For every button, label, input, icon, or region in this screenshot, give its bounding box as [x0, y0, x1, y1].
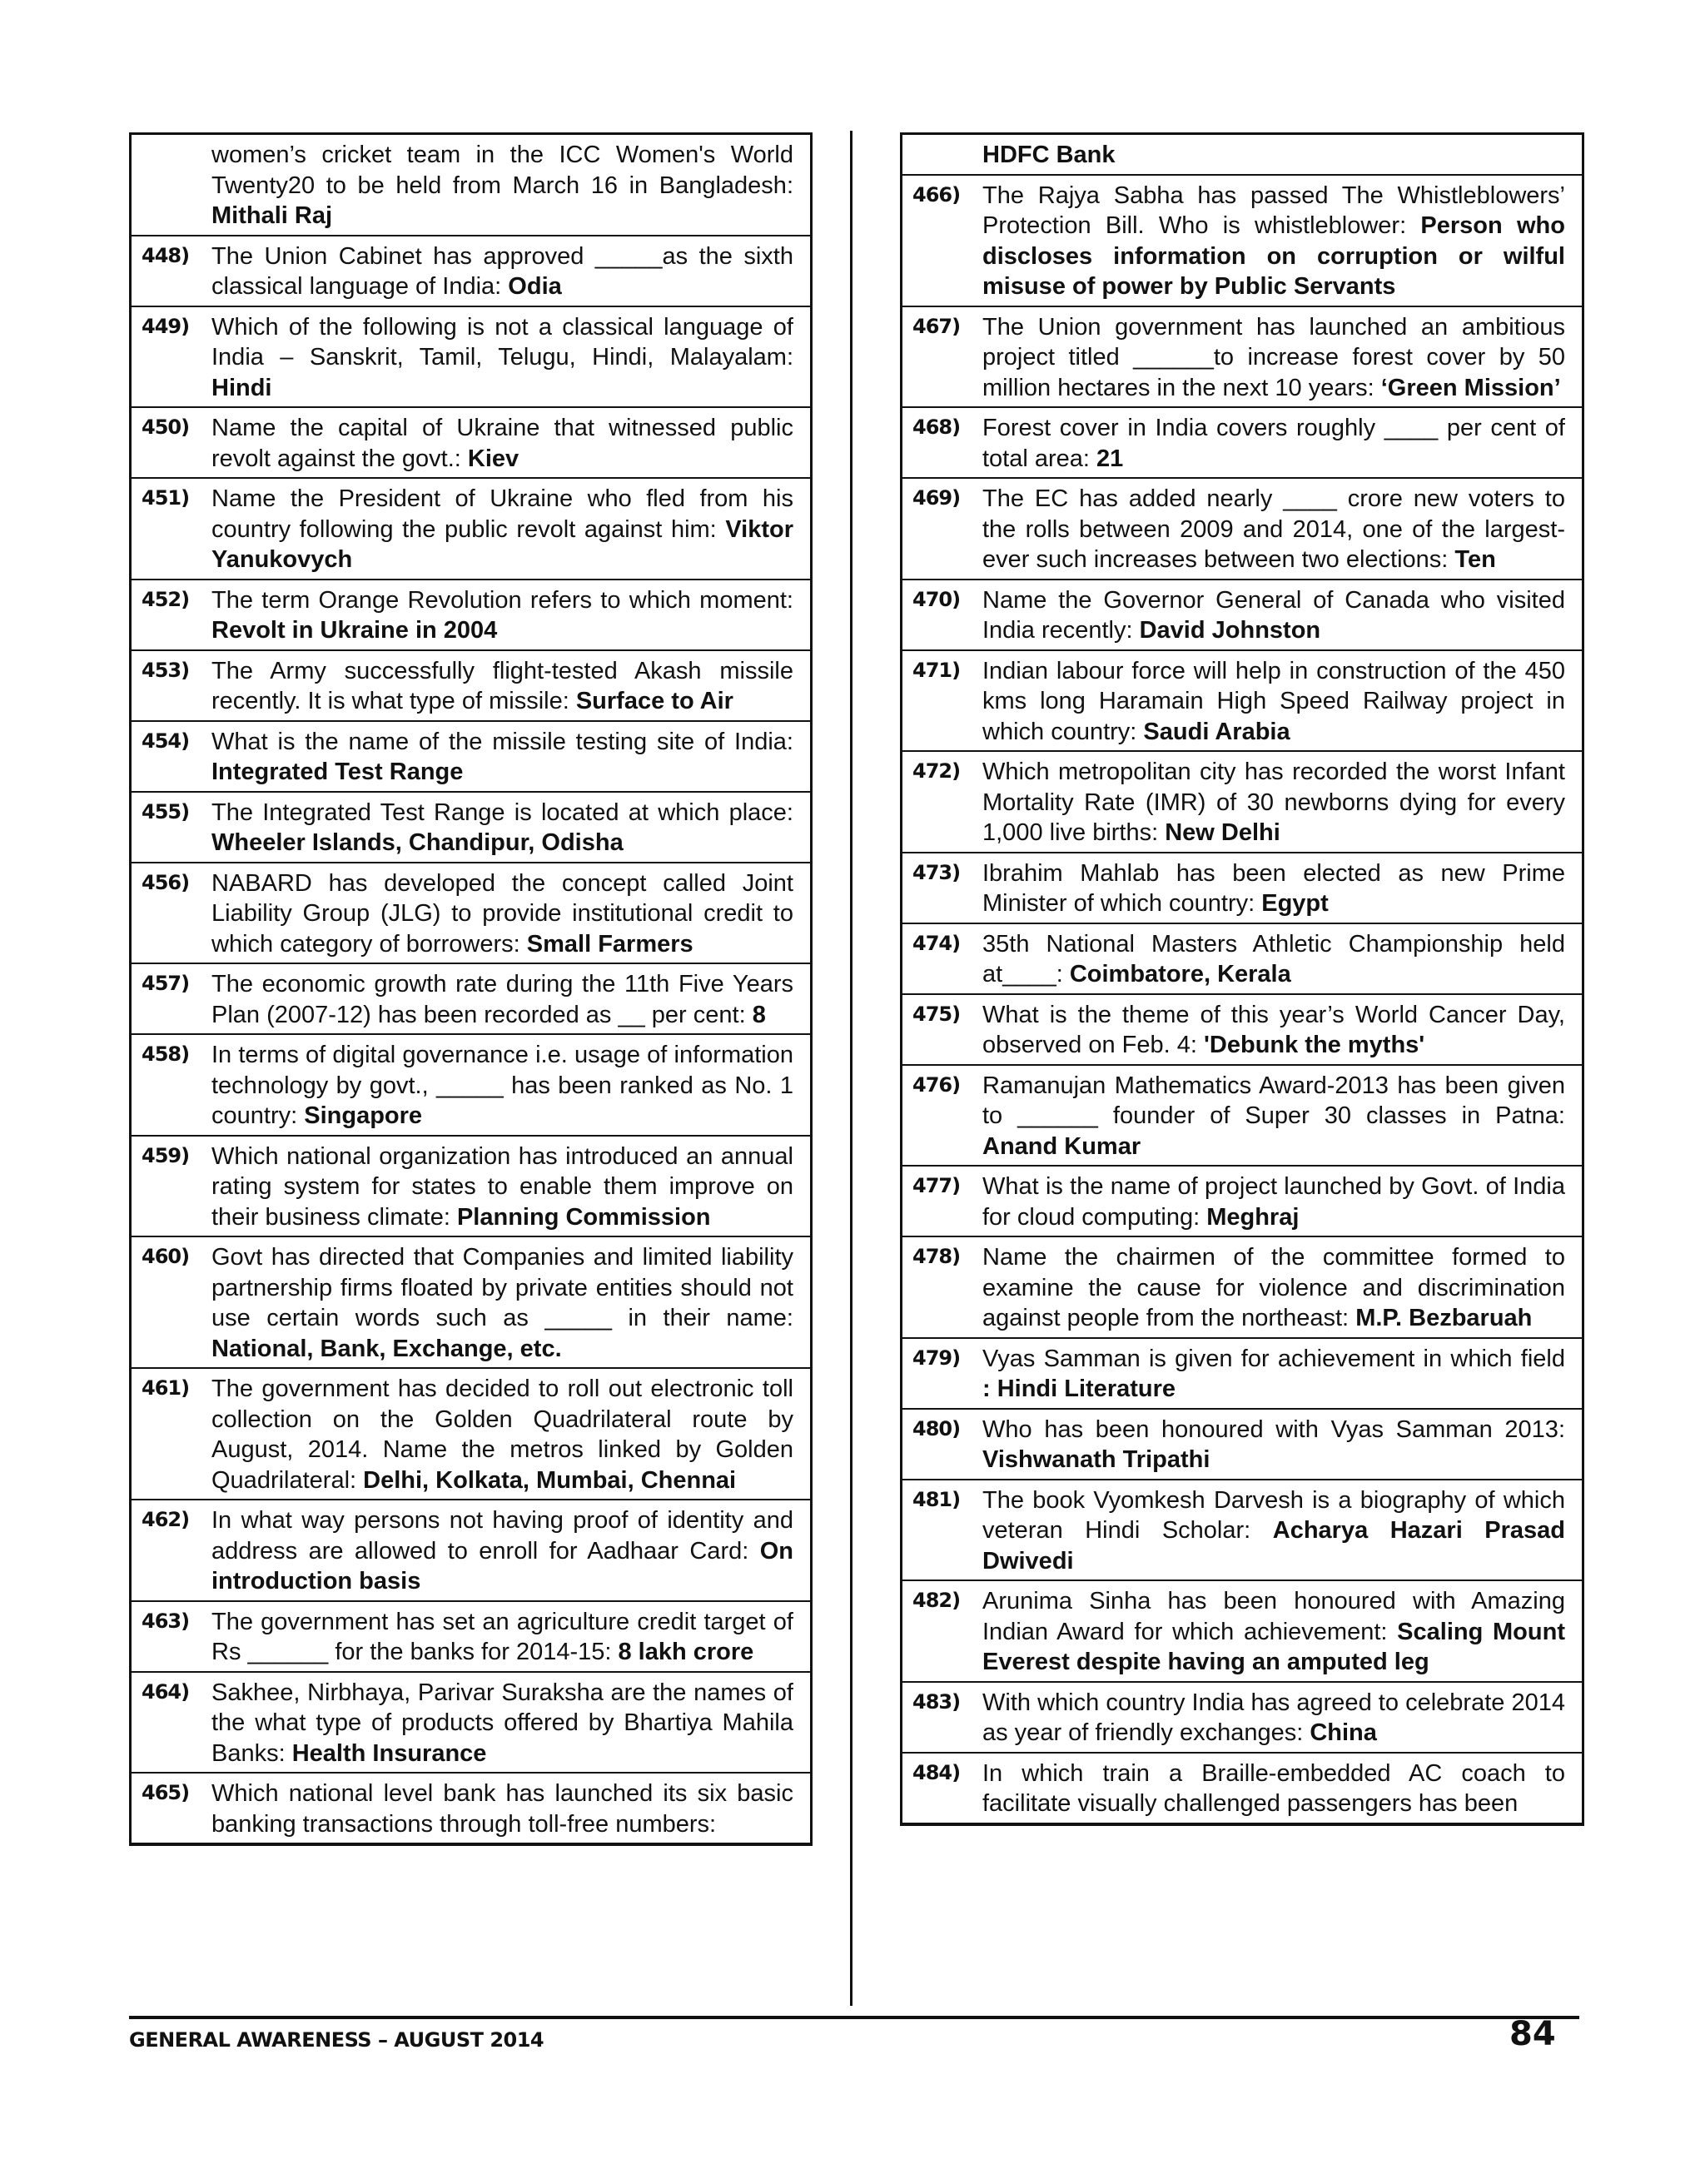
answer: Anand Kumar: [982, 1132, 1141, 1160]
answer: M.P. Bezbaruah: [1355, 1305, 1533, 1331]
question-number: 455): [142, 799, 190, 823]
question-text: [982, 1688, 1565, 1749]
question-text: [211, 1505, 793, 1597]
question: The economic growth rate during the 11th Five Years Plan (2007-12) has been recorded as __ per cent:: [211, 971, 793, 1028]
answer: Integrated Test Range: [211, 759, 464, 785]
question-row: [132, 1671, 810, 1773]
answer: Person who discloses information on corruption or wilful misuse of power by Public Servants: [982, 212, 1565, 300]
question: The government has decided to roll out electronic toll collection on the Golden Quadrilateral route by August, 2014. Name the metros linked by Golden Quadrilateral:: [211, 1376, 793, 1494]
question-row: [902, 750, 1582, 852]
question-row: [132, 1600, 810, 1671]
question-row: [132, 1367, 810, 1499]
question-number: 458): [142, 1042, 190, 1066]
question: In which train a Braille-embedded AC coach to facilitate visually challenged passengers has been: [982, 1759, 1565, 1817]
answer: China: [1310, 1719, 1377, 1746]
answer: Mithali Raj: [211, 202, 333, 229]
question-text: [211, 969, 793, 1030]
question-text: [211, 1607, 793, 1668]
question: 35th National Masters Athletic Championship held at____:: [982, 930, 1565, 988]
question-text: [982, 1485, 1565, 1577]
question-text: [982, 1415, 1565, 1475]
footer-rule: [129, 2016, 1579, 2019]
question: women’s cricket team in the ICC Women's World Twenty20 to be held from March 16 in Bangladesh:: [211, 142, 793, 199]
question-number: 473): [912, 860, 961, 884]
question-row: [902, 477, 1582, 579]
answer: Revolt in Ukraine in 2004: [211, 617, 498, 644]
question: The Integrated Test Range is located at which place:: [211, 798, 793, 826]
question-text: [982, 585, 1565, 646]
question-number: 463): [142, 1609, 190, 1633]
answer: 21: [1096, 445, 1124, 472]
answer: Surface to Air: [575, 688, 733, 714]
answer: Acharya Hazari Prasad Dwivedi: [982, 1517, 1565, 1575]
question-text: [211, 1374, 793, 1495]
question: Ibrahim Mahlab has been elected as new Prime Minister of which country:: [982, 859, 1565, 917]
question: Sakhee, Nirbhaya, Parivar Suraksha are the names of the what type of products offered by Bhartiya Mahila Banks:: [211, 1679, 793, 1767]
question: Arunima Sinha has been honoured with Amazing Indian Award for which achievement:: [982, 1588, 1565, 1645]
answer: Planning Commission: [456, 1203, 711, 1231]
question-number: 478): [912, 1245, 961, 1268]
question-number: 480): [912, 1416, 961, 1440]
question: In what way persons not having proof of identity and address are allowed to enroll for Aadhaar Card:: [211, 1507, 793, 1565]
answer: On introduction basis: [211, 1537, 793, 1594]
question-number: 452): [142, 587, 190, 611]
question-text: [982, 929, 1565, 990]
answer: Wheeler Islands, Chandipur, Odisha: [211, 829, 624, 856]
page-number: 84: [1509, 2015, 1556, 2053]
question-row: [902, 1337, 1582, 1408]
question-text: [982, 413, 1565, 474]
question-row: [902, 306, 1582, 407]
question-number: 476): [912, 1072, 961, 1097]
question-row: [902, 1580, 1582, 1681]
right-question-column: [900, 132, 1584, 1826]
question-row: [902, 406, 1582, 477]
question-row: [132, 406, 810, 477]
answer: ‘Green Mission’: [1380, 374, 1561, 401]
question-row: [132, 1772, 810, 1843]
question-text: [211, 1779, 793, 1839]
question-number: 479): [912, 1346, 961, 1370]
question-text: [211, 1142, 793, 1233]
question-number: 482): [912, 1589, 961, 1612]
answer: Singapore: [304, 1102, 423, 1129]
question-row: [132, 720, 810, 791]
question: The Rajya Sabha has passed The Whistleblowers’ Protection Bill. Who is whistleblower:: [982, 182, 1565, 239]
question-row: [132, 1033, 810, 1135]
question-text: [982, 757, 1565, 848]
question: The EC has added nearly ____ crore new voters to the rolls between 2009 and 2014, one of the largest-ever such increases between two elections:: [982, 485, 1565, 573]
question: Name the Governor General of Canada who visited India recently:: [982, 586, 1565, 644]
question-text: [211, 1242, 793, 1364]
question-text: [982, 1586, 1565, 1678]
question: Which metropolitan city has recorded the worst Infant Mortality Rate (IMR) of 30 newborns dying for every 1,000 live births:: [982, 759, 1565, 846]
question-text: [982, 858, 1565, 919]
question-row: [902, 993, 1582, 1064]
question: The Union Cabinet has approved _____as the sixth classical language of India:: [211, 242, 793, 300]
question-number: 466): [912, 182, 961, 206]
question-number: 449): [142, 314, 190, 338]
question-text: [982, 484, 1565, 575]
answer: David Johnston: [1139, 617, 1321, 644]
answer: Hindi: [211, 374, 272, 401]
question-number: 467): [912, 314, 961, 338]
question-row: [132, 135, 810, 235]
question-number: 448): [142, 243, 190, 267]
question-number: 459): [142, 1143, 190, 1167]
question-row: [902, 852, 1582, 923]
question: The term Orange Revolution refers to which moment:: [211, 586, 793, 614]
question-number: 469): [912, 486, 961, 510]
question-text: [211, 798, 793, 858]
answer: Egypt: [1261, 890, 1329, 917]
question-text: [211, 484, 793, 575]
question-row: [902, 135, 1582, 174]
question: Vyas Samman is given for achievement in which field: [982, 1345, 1565, 1372]
answer: National, Bank, Exchange, etc.: [211, 1335, 562, 1362]
question: Name the President of Ukraine who fled from his country following the public revolt against him:: [211, 485, 793, 543]
question: With which country India has agreed to celebrate 2014 as year of friendly exchanges:: [982, 1689, 1565, 1746]
question-row: [132, 235, 810, 306]
question: Govt has directed that Companies and limited liability partnership firms floated by private entities should not use certain words such as _____ in their name:: [211, 1244, 793, 1331]
answer: Vishwanath Tripathi: [982, 1446, 1210, 1473]
question-number: 453): [142, 658, 190, 682]
question-number: 470): [912, 587, 961, 611]
answer: 'Debunk the myths': [1204, 1032, 1425, 1058]
question: The Union government has launched an ambitious project titled ______to increase forest cover by 50 million hectares in the next 10 years:: [982, 313, 1565, 401]
question: Ramanujan Mathematics Award-2013 has been given to ______ founder of Super 30 classes in Patna:: [982, 1072, 1565, 1129]
answer: 8: [752, 1001, 766, 1028]
question-text: [211, 140, 793, 231]
left-question-column: [129, 132, 813, 1846]
answer: Coimbatore, Kerala: [1069, 961, 1291, 988]
question-number: [132, 140, 211, 231]
question-row: [132, 1236, 810, 1367]
question-row: [902, 923, 1582, 993]
question-text: [982, 1071, 1565, 1162]
question: Forest cover in India covers roughly ____ per cent of total area:: [982, 415, 1565, 472]
question-text: [982, 1000, 1565, 1061]
question-row: [132, 306, 810, 407]
question-text: [211, 656, 793, 717]
question-row: [902, 174, 1582, 306]
answer: Odia: [508, 273, 562, 300]
question-text: [982, 140, 1565, 171]
answer: New Delhi: [1165, 819, 1280, 846]
question-text: [211, 241, 793, 302]
question: Indian labour force will help in construction of the 450 kms long Haramain High Speed Railway project in which country:: [982, 657, 1565, 745]
question-text: [982, 1172, 1565, 1232]
question-number: 464): [142, 1679, 190, 1704]
answer: Kiev: [467, 445, 519, 472]
answer: Health Insurance: [291, 1739, 487, 1767]
question-number: 460): [142, 1245, 190, 1268]
question-text: [982, 312, 1565, 404]
question: What is the theme of this year’s World Cancer Day, observed on Feb. 4:: [982, 1001, 1565, 1058]
question-text: [982, 1344, 1565, 1405]
question-row: [902, 1236, 1582, 1337]
answer: 8 lakh crore: [618, 1639, 754, 1665]
question-number: 468): [912, 415, 961, 439]
answer: Small Farmers: [526, 930, 693, 958]
question-row: [902, 1165, 1582, 1236]
answer: Scaling Mount Everest despite having an amputed leg: [982, 1618, 1565, 1675]
column-divider: [850, 131, 852, 2006]
question: Which national level bank has launched its six basic banking transactions through toll-free numbers:: [211, 1780, 793, 1838]
question: Name the chairmen of the committee formed to examine the cause for violence and discrimination against people from the northeast:: [982, 1244, 1565, 1331]
question-number: 456): [142, 870, 190, 894]
question: NABARD has developed the concept called Joint Liability Group (JLG) to provide institutional credit to which category of borrowers:: [211, 869, 793, 958]
question-text: [211, 585, 793, 646]
answer: Saudi Arabia: [1143, 718, 1290, 745]
question: The government has set an agriculture credit target of Rs ______ for the banks for 2014-15:: [211, 1608, 793, 1665]
question: The book Vyomkesh Darvesh is a biography of which veteran Hindi Scholar:: [982, 1486, 1565, 1544]
question-number: 451): [142, 486, 190, 510]
answer: Ten: [1454, 546, 1496, 573]
footer-title: GENERAL AWARENESS – AUGUST 2014: [129, 2028, 544, 2052]
question: What is the name of the missile testing site of India:: [211, 728, 793, 755]
question-number: 477): [912, 1174, 961, 1197]
question-number: 484): [912, 1760, 961, 1784]
question-row: [132, 649, 810, 720]
question-row: [132, 862, 810, 963]
question-row: [902, 1681, 1582, 1752]
question-row: [902, 1064, 1582, 1166]
question-row: [132, 1499, 810, 1600]
question-row: [902, 579, 1582, 649]
question-text: [982, 1242, 1565, 1334]
answer: Delhi, Kolkata, Mumbai, Chennai: [363, 1466, 737, 1494]
question-text: [211, 868, 793, 960]
question-number: 462): [142, 1508, 190, 1531]
question-text: [982, 181, 1565, 302]
question-text: [211, 1040, 793, 1132]
question-number: 461): [142, 1376, 190, 1400]
question-number: 475): [912, 1002, 961, 1026]
question-text: [211, 1678, 793, 1769]
question-text: [211, 413, 793, 474]
question-number: 450): [142, 415, 190, 439]
question-text: [211, 727, 793, 788]
question: Name the capital of Ukraine that witnessed public revolt against the govt.:: [211, 415, 793, 472]
answer: : Hindi Literature: [982, 1376, 1176, 1402]
question: What is the name of project launched by Govt. of India for cloud computing:: [982, 1173, 1565, 1231]
question-row: [132, 579, 810, 649]
answer: HDFC Bank: [982, 142, 1116, 168]
question-number: 472): [912, 759, 961, 783]
question-row: [902, 1479, 1582, 1580]
question: Which national organization has introduced an annual rating system for states to enable them improve on their business climate:: [211, 1142, 793, 1231]
question-row: [902, 649, 1582, 751]
question-text: [982, 1759, 1565, 1819]
answer: Viktor Yanukovych: [211, 515, 793, 573]
question-number: 483): [912, 1689, 961, 1714]
question-number: 474): [912, 931, 961, 955]
question-row: [902, 1752, 1582, 1823]
question: Which of the following is not a classical language of India – Sanskrit, Tamil, Telugu, Hindi, Malayalam:: [211, 313, 793, 371]
question-row: [132, 477, 810, 579]
question-number: 481): [912, 1487, 961, 1511]
question-number: [902, 140, 982, 171]
question-number: 465): [142, 1781, 190, 1804]
question-number: 454): [142, 729, 190, 753]
question-number: 471): [912, 658, 961, 682]
question-row: [132, 1135, 810, 1236]
question-row: [132, 791, 810, 862]
question-text: [211, 312, 793, 404]
question: In terms of digital governance i.e. usage of information technology by govt., _____ has been ranked as No. 1 country:: [211, 1042, 793, 1129]
question-row: [902, 1408, 1582, 1479]
question: The Army successfully flight-tested Akash missile recently. It is what type of missile:: [211, 657, 793, 714]
question-text: [982, 656, 1565, 748]
question-number: 457): [142, 972, 190, 995]
question-row: [132, 963, 810, 1033]
question: Who has been honoured with Vyas Samman 2013:: [982, 1415, 1565, 1443]
answer: Meghraj: [1206, 1203, 1300, 1231]
